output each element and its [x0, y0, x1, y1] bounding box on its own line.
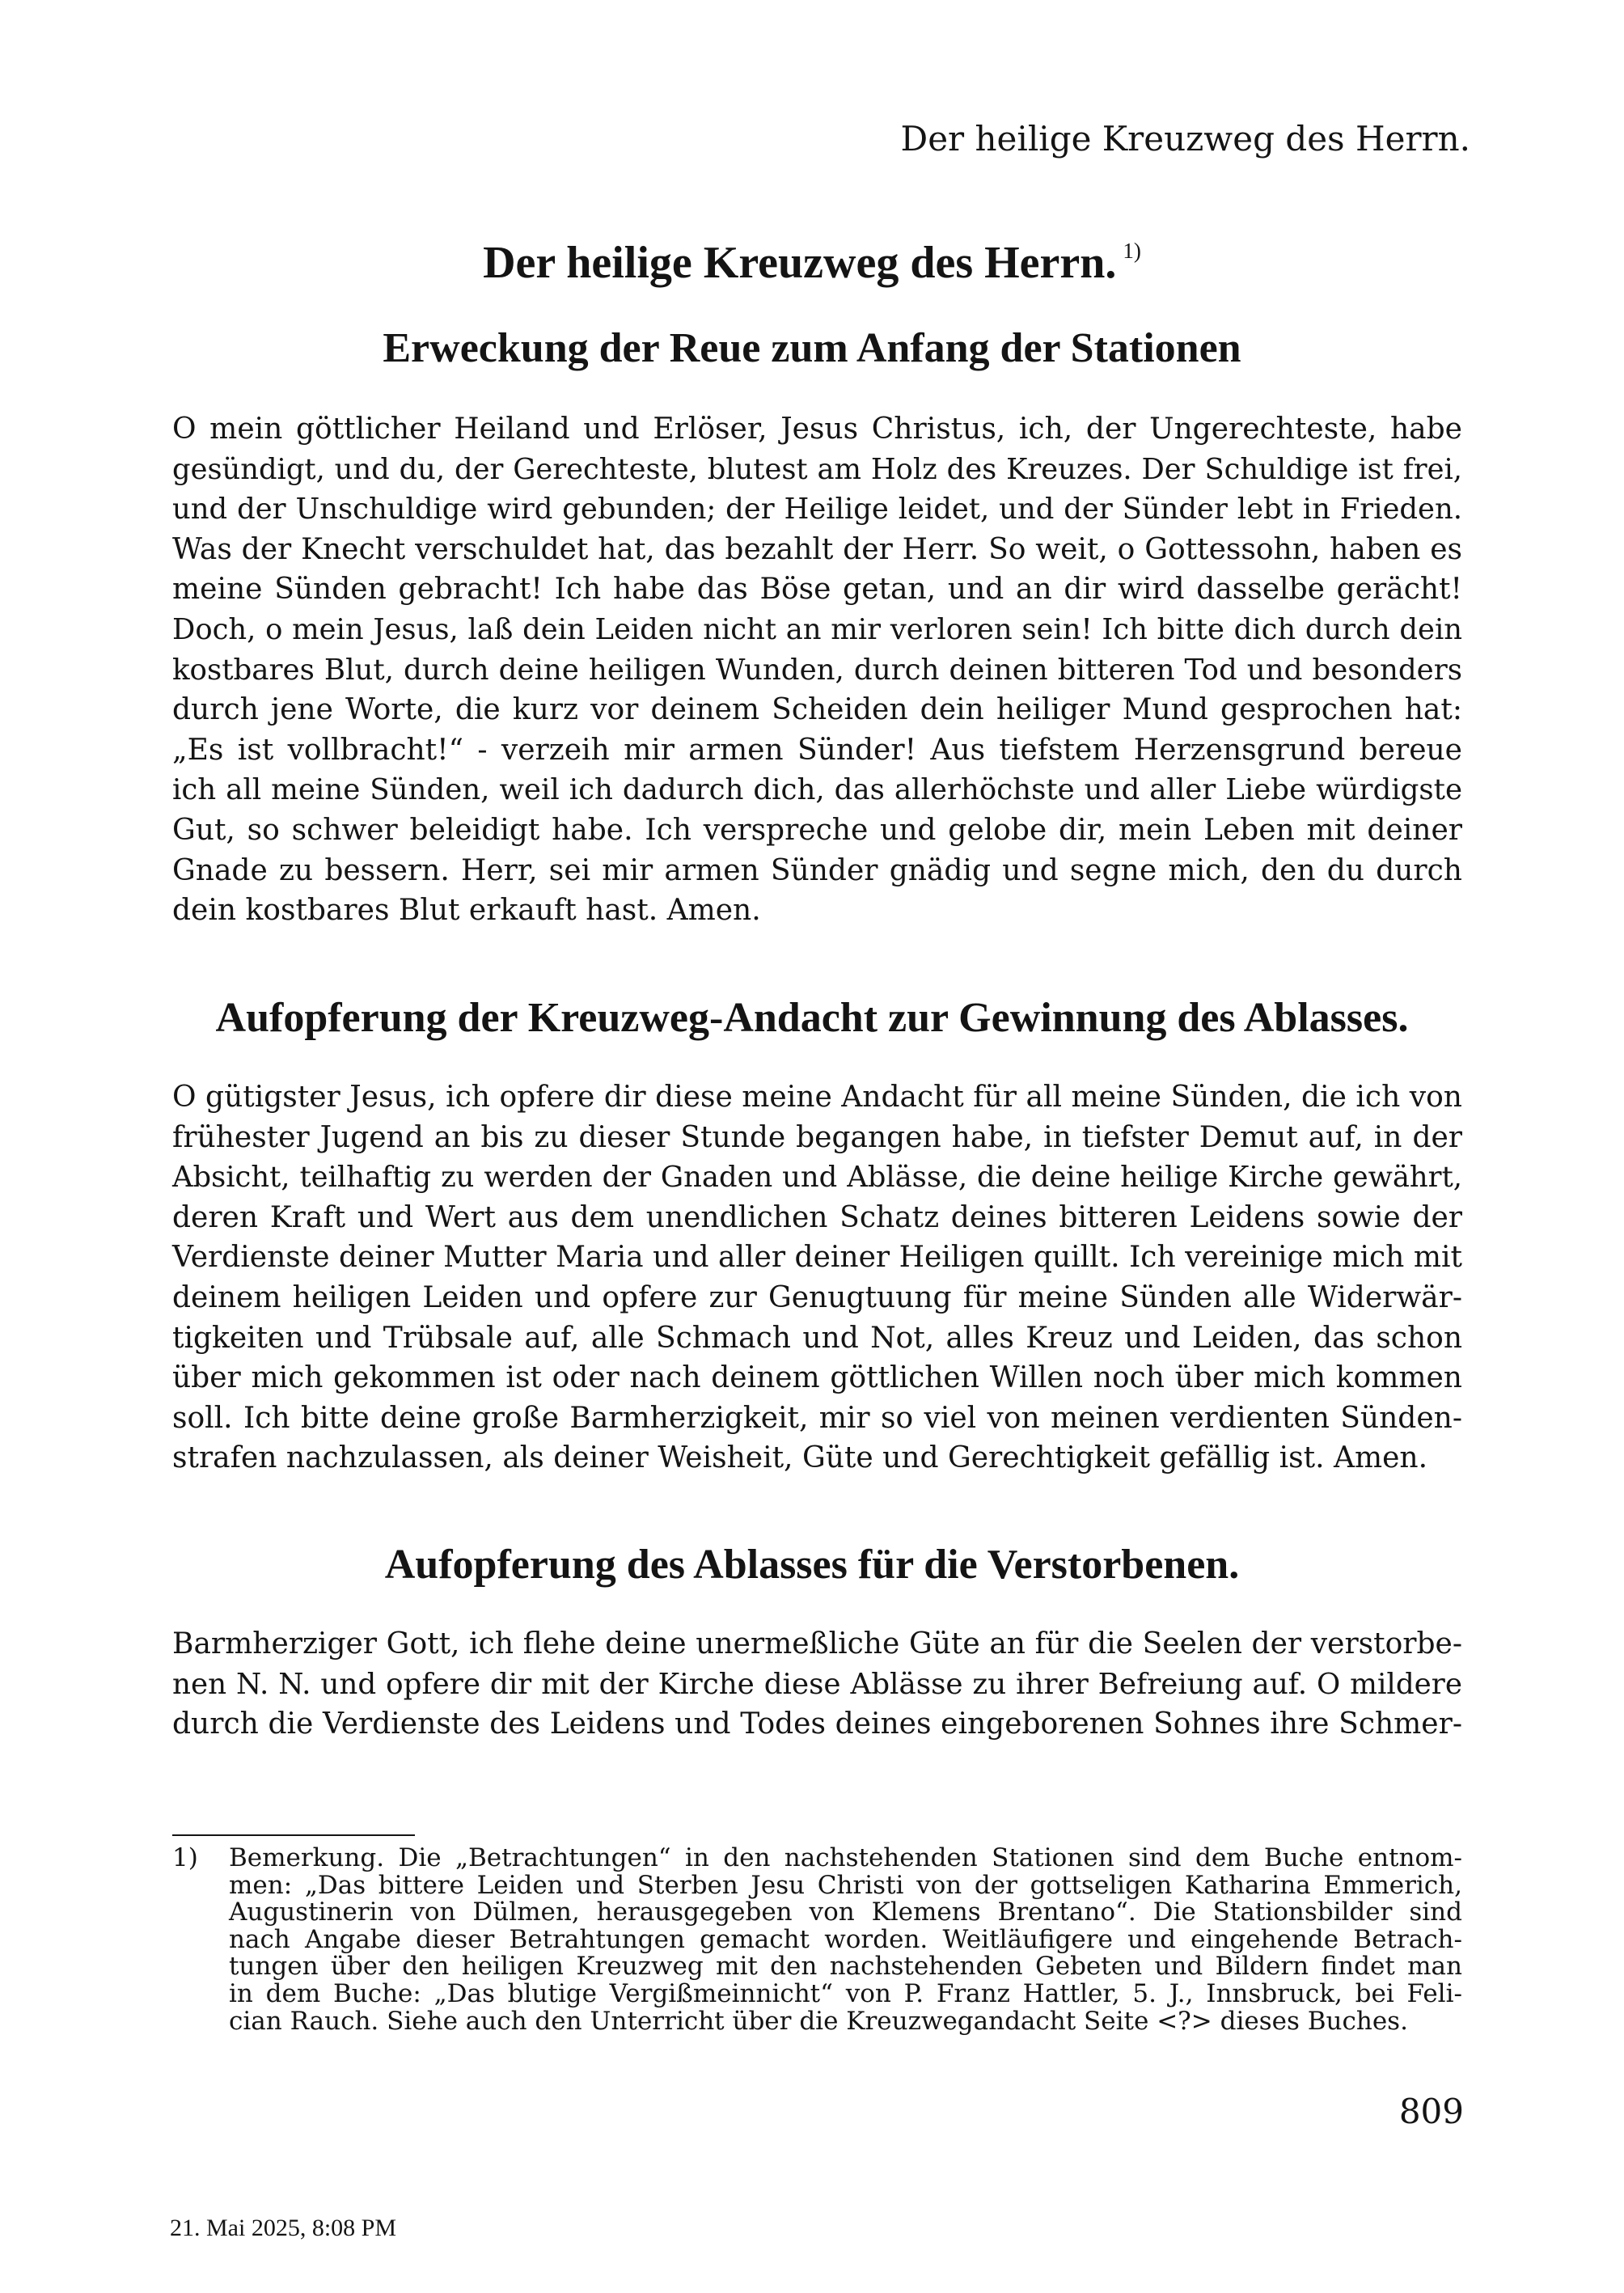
text-line: kostbares Blut, durch deine heiligen Wunden, durch deinen bitteren Tod und besonders — [172, 653, 1462, 687]
section-heading-ablass: Aufopferung der Kreuzweg-Andacht zur Gewinnung des Ablasses. — [215, 995, 1409, 1041]
text-line: deinem heiligen Leiden und opfere zur Genugtuung für meine Sünden alle Widerwär- — [172, 1280, 1462, 1314]
text-line: Absicht, teilhaftig zu werden der Gnaden und Ablässe, die deine heilige Kirche gewährt, — [172, 1161, 1462, 1195]
text-line: ich all meine Sünden, weil ich dadurch dich, das allerhöchste und aller Liebe würdigste — [172, 773, 1462, 807]
page-title — [0, 235, 1624, 291]
footnote-line: nach Angabe dieser Betrahtungen gemacht worden. Weitläufigere und eingehende Betrach- — [229, 1924, 1462, 1954]
text-line: Doch, o mein Jesus, laß dein Leiden nicht an mir verloren sein! Ich bitte dich durch dein — [172, 612, 1462, 646]
text-line: soll. Ich bitte deine große Barmherzigkeit, mir so viel von meinen verdienten Sünden- — [172, 1401, 1462, 1435]
paragraph-ablass — [172, 1077, 1462, 1479]
footnote-text — [229, 1845, 1462, 2035]
text-line: O mein göttlicher Heiland und Erlöser, Jesus Christus, ich, der Ungerechteste, habe — [172, 412, 1462, 446]
text-line: O gütigster Jesus, ich opfere dir diese meine Andacht für all meine Sünden, die ich von — [172, 1081, 1462, 1114]
text-line: strafen nachzulassen, als deiner Weisheit, Güte und Gerechtigkeit gefällig ist. Amen. — [172, 1441, 1428, 1475]
section-heading-verstorbene: Aufopferung des Ablasses für die Verstorbenen. — [384, 1542, 1240, 1588]
section-heading-reue: Erweckung der Reue zum Anfang der Stationen — [383, 325, 1241, 371]
text-line: gesündigt, und du, der Gerechteste, blutest am Holz des Kreuzes. Der Schuldige ist frei, — [172, 452, 1462, 486]
page-number: 809 — [1398, 2092, 1464, 2131]
page-title-text: Der heilige Kreuzweg des Herrn. — [483, 238, 1117, 288]
footnote-line: in dem Buche: „Das blutige Vergißmeinnicht“ von P. Franz Hattler, 5. J., Innsbruck, bei Feli- — [229, 1978, 1462, 2008]
text-line: nen N. N. und opfere dir mit der Kirche diese Ablässe zu ihrer Befreiung auf. O mildere — [172, 1667, 1462, 1701]
text-line: Verdienste deiner Mutter Maria und aller deiner Heiligen quillt. Ich vereinige mich mit — [172, 1241, 1462, 1275]
text-line: deren Kraft und Wert aus dem unendlichen Schatz deines bitteren Leidens sowie der — [172, 1200, 1462, 1234]
text-line: tigkeiten und Trübsale auf, alle Schmach und Not, alles Kreuz und Leiden, das schon — [172, 1321, 1462, 1355]
text-line: durch die Verdienste des Leidens und Todes deines eingeborenen Sohnes ihre Schmer- — [172, 1707, 1462, 1741]
text-line: und der Unschuldige wird gebunden; der Heilige leidet, und der Sünder lebt in Frieden. — [172, 493, 1462, 527]
text-line: über mich gekommen ist oder nach deinem göttlichen Willen noch über mich kommen — [172, 1361, 1462, 1395]
footnote-line: tungen über den heiligen Kreuzweg mit den nachstehenden Gebeten und Bildern findet man — [229, 1952, 1462, 1982]
paragraph-verstorbene — [172, 1624, 1462, 1745]
text-line: Barmherziger Gott, ich flehe deine unermeßliche Güte an für die Seelen der verstorbe- — [172, 1627, 1462, 1661]
text-line: „Es ist vollbracht!“ - verzeih mir armen Sünder! Aus tiefstem Herzensgrund bereue — [172, 733, 1462, 767]
text-line: meine Sünden gebracht! Ich habe das Böse getan, und an dir wird dasselbe gerächt! — [172, 573, 1462, 607]
text-line: durch jene Worte, die kurz vor deinem Scheiden dein heiliger Mund gesprochen hat: — [172, 693, 1462, 727]
footnote-reference: 1) — [1123, 239, 1141, 263]
footnote-line: Bemerkung. Die „Betrachtungen“ in den nachstehenden Stationen sind dem Buche entnom- — [229, 1843, 1462, 1872]
footnote-line: men: „Das bittere Leiden und Sterben Jesu Christi von der gottseligen Katharina Emmerich, — [229, 1870, 1462, 1900]
footnote-line: cian Rauch. Siehe auch den Unterricht über die Kreuzwegandacht Seite <?> dieses Buches. — [229, 2006, 1408, 2036]
text-line: frühester Jugend an bis zu dieser Stunde begangen habe, in tiefster Demut auf, in der — [172, 1120, 1462, 1154]
text-line: Gnade zu bessern. Herr, sei mir armen Sünder gnädig und segne mich, den du durch — [172, 853, 1462, 887]
running-head: Der heilige Kreuzweg des Herrn. — [900, 119, 1470, 159]
text-line: Was der Knecht verschuldet hat, das bezahlt der Herr. So weit, o Gottessohn, haben es — [172, 532, 1462, 566]
text-line: dein kostbares Blut erkauft hast. Amen. — [172, 894, 761, 928]
print-timestamp: 21. Mai 2025, 8:08 PM — [170, 2215, 397, 2241]
text-line: Gut, so schwer beleidigt habe. Ich verspreche und gelobe dir, mein Leben mit deiner — [172, 813, 1462, 847]
footnote-divider — [172, 1834, 415, 1836]
footnote-marker: 1) — [172, 1843, 198, 1872]
paragraph-reue — [172, 409, 1462, 931]
footnote-line: Augustinerin von Dülmen, herausgegeben von Klemens Brentano“. Die Stationsbilder sind — [229, 1897, 1462, 1927]
